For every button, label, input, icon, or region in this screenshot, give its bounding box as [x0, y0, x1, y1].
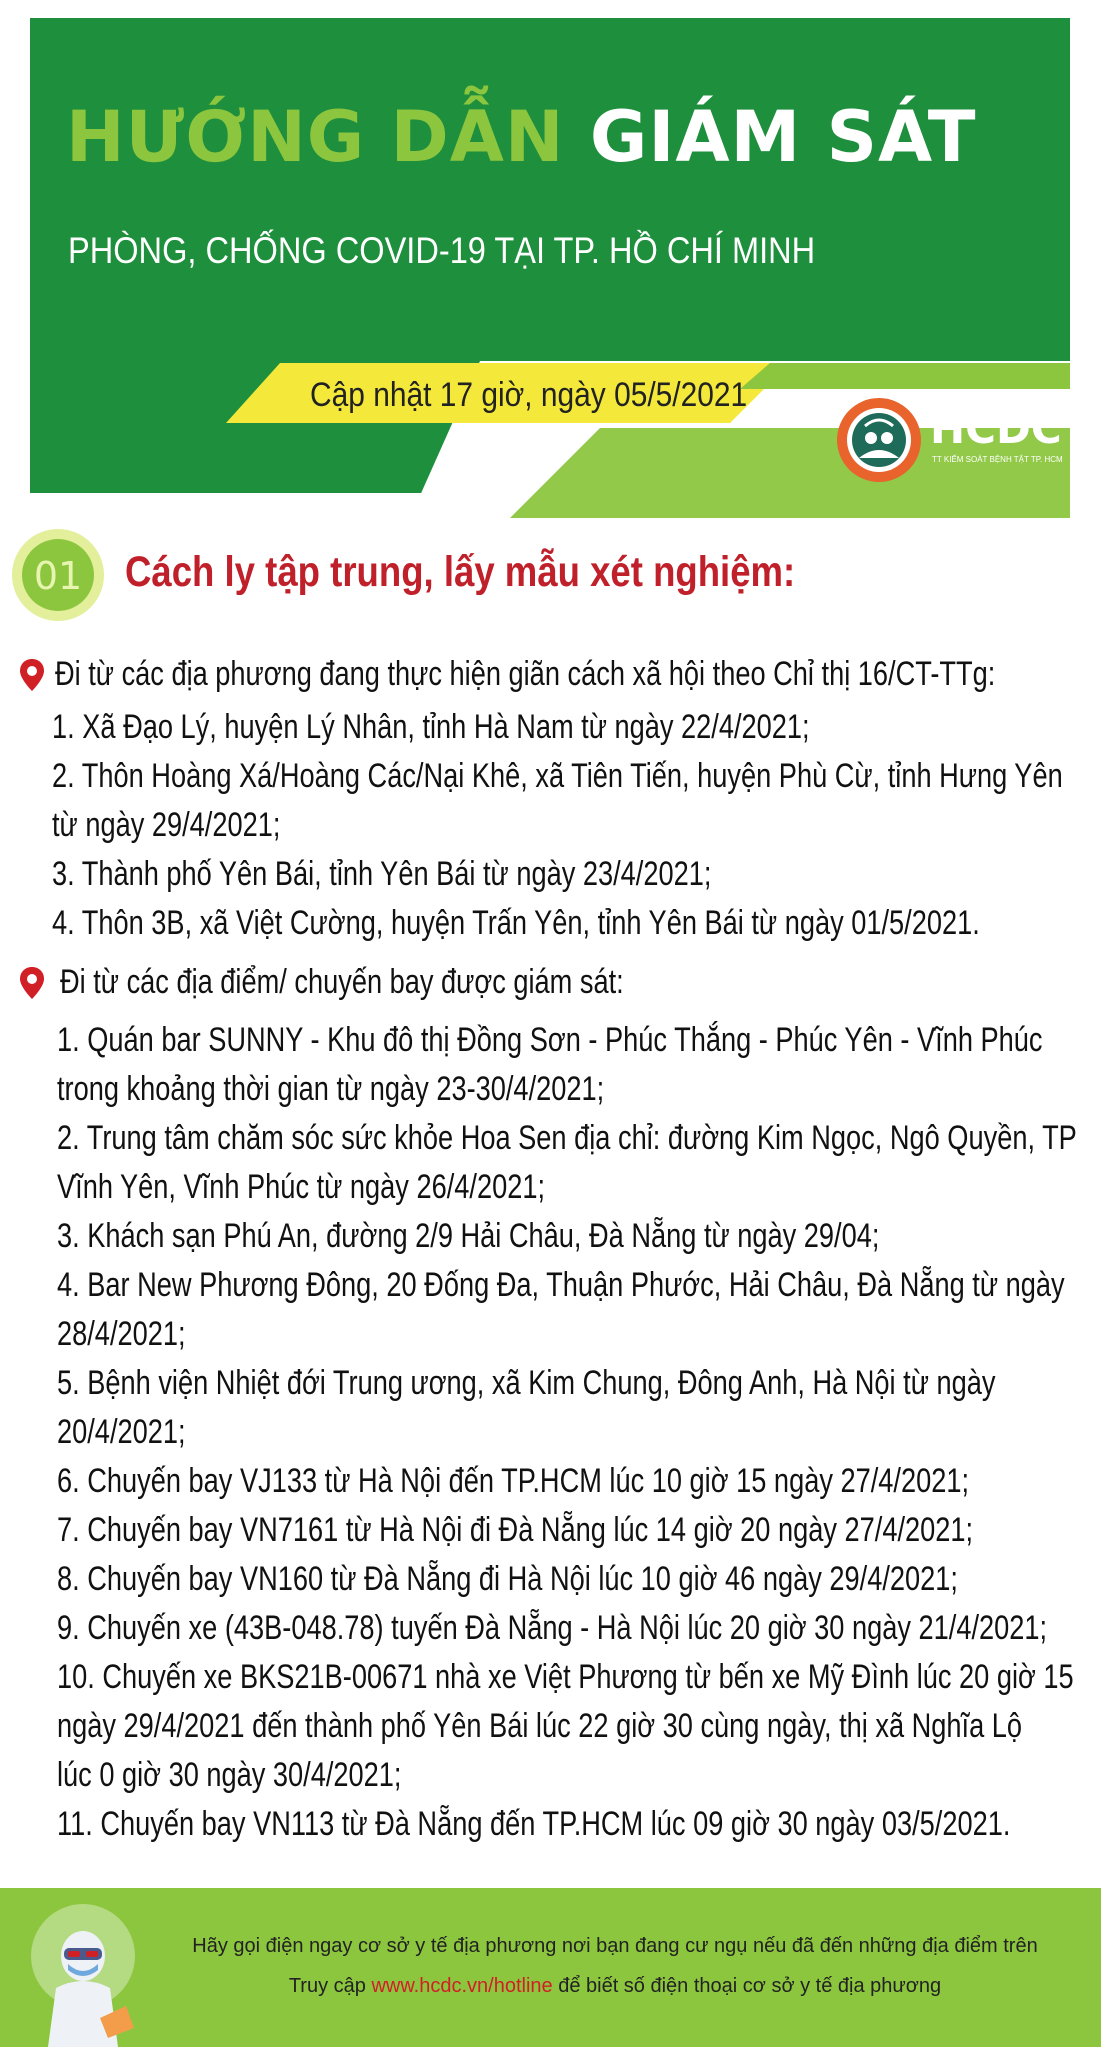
logo-text: HCDC: [930, 404, 1062, 453]
group2-line: 20/4/2021;: [57, 1413, 186, 1451]
group2-line: 3. Khách sạn Phú An, đường 2/9 Hải Châu, Đà Nẵng từ ngày 29/04;: [57, 1217, 880, 1255]
footer-line-2-suffix: để biết số điện thoại cơ sở y tế địa phương: [558, 1975, 942, 1997]
hotline-link[interactable]: www.hcdc.vn/hotline: [371, 1975, 553, 1997]
group2-heading: Đi từ các địa điểm/ chuyến bay được giám sát:: [60, 963, 624, 1001]
update-text: Cập nhật 17 giờ, ngày 05/5/2021: [310, 376, 748, 414]
group2-line: 8. Chuyến bay VN160 từ Đà Nẵng đi Hà Nội lúc 10 giờ 46 ngày 29/4/2021;: [57, 1560, 958, 1598]
group1-heading: Đi từ các địa phương đang thực hiện giãn cách xã hội theo Chỉ thị 16/CT-TTg:: [55, 655, 996, 693]
group2-line: 10. Chuyến xe BKS21B-00671 nhà xe Việt Phương từ bến xe Mỹ Đình lúc 20 giờ 15: [57, 1658, 1074, 1696]
doctor-icon: [28, 1878, 138, 2047]
section-title: Cách ly tập trung, lấy mẫu xét nghiệm:: [125, 548, 796, 596]
group2-line: 1. Quán bar SUNNY - Khu đô thị Đồng Sơn - Phúc Thắng - Phúc Yên - Vĩnh Phúc: [57, 1021, 1043, 1059]
group1-line: 1. Xã Đạo Lý, huyện Lý Nhân, tỉnh Hà Nam từ ngày 22/4/2021;: [52, 708, 810, 746]
group2-line: Vĩnh Yên, Vĩnh Phúc từ ngày 26/4/2021;: [57, 1168, 546, 1206]
group2-line: 28/4/2021;: [57, 1315, 186, 1353]
group2-line: 6. Chuyến bay VJ133 từ Hà Nội đến TP.HCM lúc 10 giờ 15 ngày 27/4/2021;: [57, 1462, 970, 1500]
group1-line: 3. Thành phố Yên Bái, tỉnh Yên Bái từ ngày 23/4/2021;: [52, 855, 712, 893]
group1-line: từ ngày 29/4/2021;: [52, 806, 281, 844]
group2-line: 5. Bệnh viện Nhiệt đới Trung ương, xã Kim Chung, Đông Anh, Hà Nội từ ngày: [57, 1364, 996, 1402]
group1-line: 4. Thôn 3B, xã Việt Cường, huyện Trấn Yên, tỉnh Yên Bái từ ngày 01/5/2021.: [52, 904, 980, 942]
logo-subtext: TT KIỂM SOÁT BỆNH TẬT TP. HCM: [932, 455, 1063, 464]
title-part-1: HƯỚNG DẪN: [66, 96, 565, 178]
footer-bar: [0, 1888, 1101, 2047]
title-part-2: GIÁM SÁT: [589, 96, 977, 178]
group2-line: 4. Bar New Phương Đông, 20 Đống Đa, Thuận Phước, Hải Châu, Đà Nẵng từ ngày: [57, 1266, 1065, 1304]
group2-line: 11. Chuyến bay VN113 từ Đà Nẵng đến TP.HCM lúc 09 giờ 30 ngày 03/5/2021.: [57, 1805, 1011, 1843]
group2-line: ngày 29/4/2021 đến thành phố Yên Bái lúc 22 giờ 30 cùng ngày, thị xã Nghĩa Lộ: [57, 1707, 1023, 1745]
group2-line: 7. Chuyến bay VN7161 từ Hà Nội đi Đà Nẵng lúc 14 giờ 20 ngày 27/4/2021;: [57, 1511, 974, 1549]
section-number: 01: [33, 554, 83, 598]
group2-line: 9. Chuyến xe (43B-048.78) tuyến Đà Nẵng - Hà Nội lúc 20 giờ 30 ngày 21/4/2021;: [57, 1609, 1048, 1647]
footer-line-2-prefix: Truy cập: [288, 1975, 366, 1997]
group2-line: lúc 0 giờ 30 ngày 30/4/2021;: [57, 1756, 402, 1794]
group1-line: 2. Thôn Hoàng Xá/Hoàng Các/Nại Khê, xã Tiên Tiến, huyện Phù Cừ, tỉnh Hưng Yên: [52, 757, 1063, 795]
banner-subtitle: PHÒNG, CHỐNG COVID-19 TẠI TP. HỒ CHÍ MINH: [68, 230, 816, 271]
section-number-badge: [10, 527, 106, 623]
hcdc-logo-icon: [835, 396, 923, 484]
group2-line: 2. Trung tâm chăm sóc sức khỏe Hoa Sen địa chỉ: đường Kim Ngọc, Ngô Quyền, TP: [57, 1119, 1077, 1157]
location-pin-icon: [19, 658, 45, 692]
banner-title: [66, 96, 976, 178]
group2-line: trong khoảng thời gian từ ngày 23-30/4/2021;: [57, 1070, 605, 1108]
location-pin-icon: [19, 966, 45, 1000]
footer-line-1: Hãy gọi điện ngay cơ sở y tế địa phương nơi bạn đang cư ngụ nếu đã đến những địa điểm trên: [192, 1935, 1038, 1957]
footer-line-2: [150, 1975, 1080, 1998]
